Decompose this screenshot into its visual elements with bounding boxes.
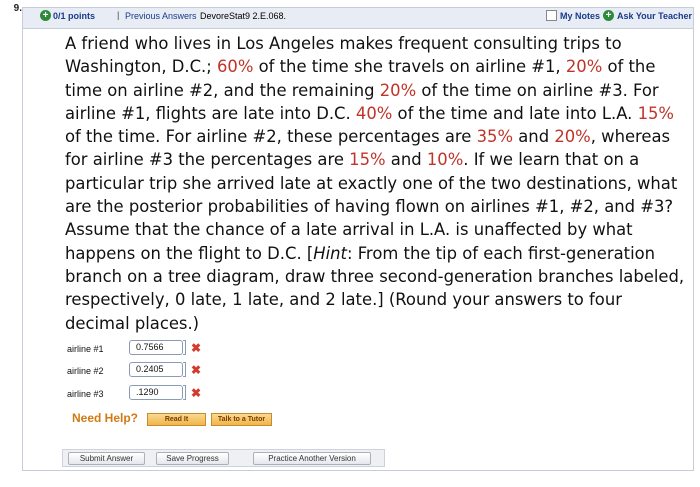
read-it-button[interactable]: Read It xyxy=(147,413,206,426)
answer-label-airline-1: airline #1 xyxy=(67,344,104,354)
problem-code: DevoreStat9 2.E.068. xyxy=(200,11,287,21)
problem-text: A friend who lives in Los Angeles makes frequent consulting trips to Washington, D.C.; 60% of the time she travels on airline #1, 20% of the time on airline #2, and the remaining 20% of the time on airline #3. For airline #1, flights are late into D.C. 40% of the time and late into L.A. 15% of the time. For airline #2, these percentages are 35% and 20%, whereas for airline #3 the percentages are 15% and 10%. If we learn that on a particular trip she arrived late at exactly one of the two destinations, what are the posterior probabilities of having flown on airlines #1, #2, and #3? Assume that the chance of a late arrival in L.A. is unaffected by what happens on the flight to D.C. [Hint: From the tip of each first-generation branch on a tree diagram, draw three second-generation branches labeled, respectively, 0 late, 1 late, and 2 late.] (Round your answers to four decimal places.) xyxy=(65,34,685,333)
ask-teacher-plus-icon[interactable]: + xyxy=(603,10,614,21)
talk-to-tutor-button[interactable]: Talk to a Tutor xyxy=(211,413,272,426)
panel-bottom-border xyxy=(22,470,694,471)
submit-answer-button[interactable]: Submit Answer xyxy=(68,452,145,465)
my-notes-checkbox[interactable] xyxy=(546,10,557,21)
question-number: 9. xyxy=(13,3,22,14)
header-separator: | xyxy=(117,10,120,20)
expand-plus-icon[interactable]: + xyxy=(40,10,51,21)
answer-input-tick xyxy=(183,385,186,400)
answer-input-airline-1[interactable]: 0.7566 xyxy=(129,340,183,355)
answer-input-tick xyxy=(183,340,186,355)
incorrect-x-icon: ✖ xyxy=(191,386,202,400)
ask-teacher-link[interactable]: Ask Your Teacher xyxy=(617,11,693,21)
incorrect-x-icon: ✖ xyxy=(191,341,202,355)
practice-another-version-button[interactable]: Practice Another Version xyxy=(253,452,371,465)
answer-label-airline-2: airline #2 xyxy=(67,366,104,376)
answer-input-airline-3[interactable]: .1290 xyxy=(129,385,183,400)
answer-label-airline-3: airline #3 xyxy=(67,389,104,399)
points-label: 0/1 points xyxy=(53,11,96,21)
panel-right-border xyxy=(693,29,694,471)
my-notes-link[interactable]: My Notes xyxy=(560,11,601,21)
save-progress-button[interactable]: Save Progress xyxy=(156,452,229,465)
answer-input-airline-2[interactable]: 0.2405 xyxy=(129,362,183,377)
panel-left-border xyxy=(22,29,23,471)
need-help-label: Need Help? xyxy=(72,411,139,425)
answer-input-tick xyxy=(183,362,186,377)
previous-answers-link[interactable]: Previous Answers xyxy=(125,11,197,21)
incorrect-x-icon: ✖ xyxy=(191,363,202,377)
